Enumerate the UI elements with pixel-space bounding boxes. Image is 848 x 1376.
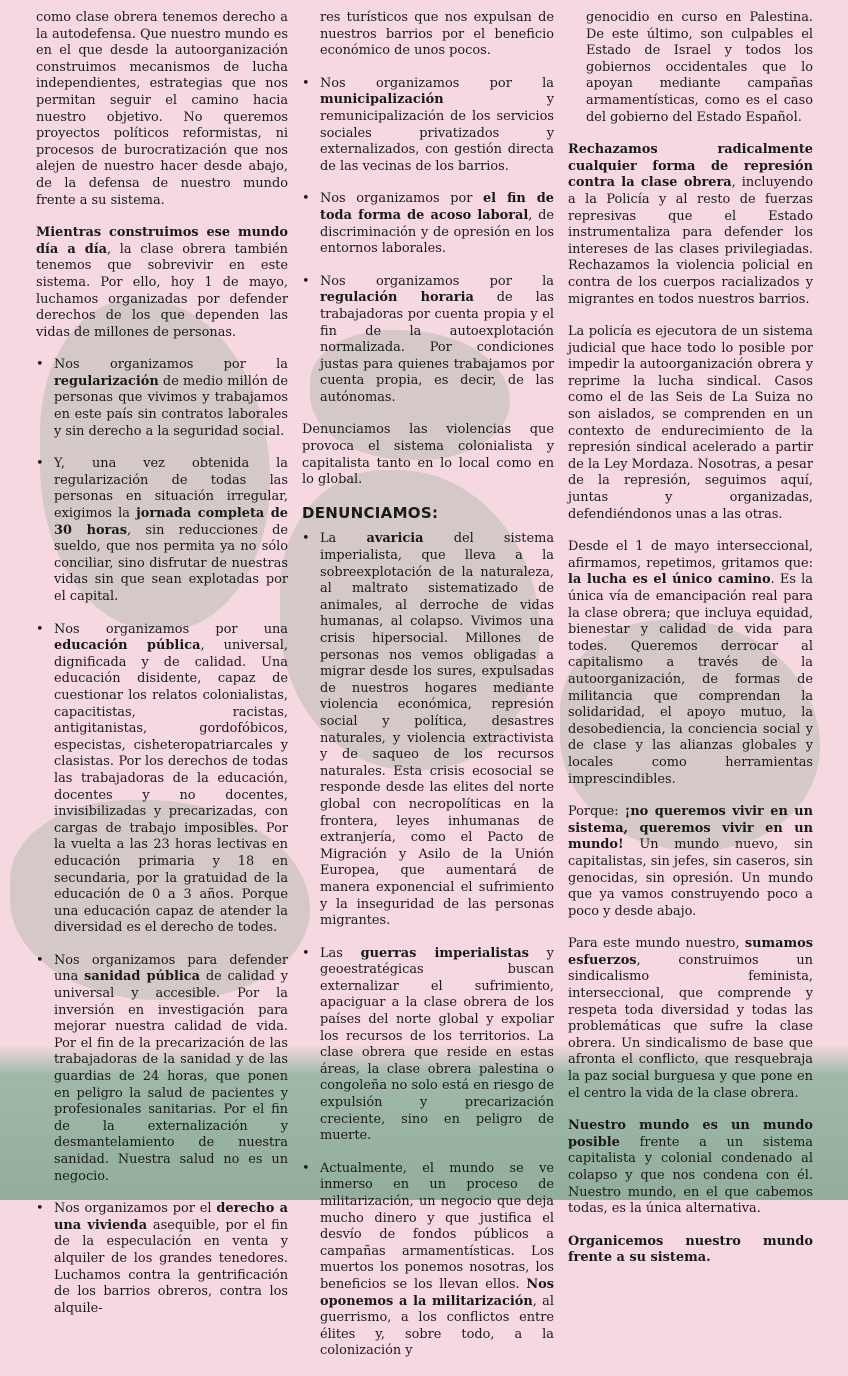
list-item-regulacion-horaria: • Nos organizamos por la regulación horaria de las trabajadoras por cuenta propia y el fin de la autoexplotación normalizada. Por condiciones justas para quienes trabajamos por cuenta propia, es decir, de las autónomas. [302, 274, 554, 407]
paragraph-autodefensa: como clase obrera tenemos derecho a la autodefensa. Que nuestro mundo es en el que desde la autoorganización construimos mecanismos de lucha independientes, estrategias que nos permitan seguir el camino hacia nuestro objetivo. No queremos proyectos políticos reformistas, ni procesos de burocratización que nos alejen de nuestro hacer desde abajo, de la defensa de nuestro mundo frente a su sistema. [36, 10, 288, 208]
paragraph-policia: La policía es ejecutora de un sistema judicial que hace todo lo posible por impedir la autoorganización obrera y reprime la lucha sindical. Casos como el de las Seis de La Suiza no son aislados, se comprenden en un contexto de endurecimiento de la represión sindical acelerado a partir de la Ley Mordaza. Nosotras, a pesar de la represión, seguimos aquí, juntas y organizadas, defendiéndonos unas a las otras. [568, 324, 813, 522]
paragraph-palestina-cont: genocidio en curso en Palestina. De este último, son culpables el Estado de Israel y todos los gobiernos occidentales que lo apoyan mediante campañas armamentísticas, como es el caso del gobierno del Estado Español. [586, 10, 813, 125]
list-item-guerras: • Las guerras imperialistas y geoestratégicas buscan externalizar el sufrimiento, apaciguar a la clase obrera de los países del norte global y expoliar los recursos de los territorios. La clase obrera que reside en estas áreas, la clase obrera palestina o congoleña no solo está en riesgo de expulsión y precarización creciente, sino en peligro de muerte. [302, 946, 554, 1145]
paragraph-desde-1-mayo: Desde el 1 de mayo interseccional, afirmamos, repetimos, gritamos que: la lucha es el único camino. Es la única vía de emancipación real para la clase obrera; que incluya equidad, bienestar y calidad de vida para todes. Queremos derrocar al capitalismo a través de la autoorganización, de formas de militancia que comprendan la solidaridad, el apoyo mutuo, la desobediencia, la conciencia social y de clase y las alianzas globales y locales como herramientas imprescindibles. [568, 539, 813, 787]
section-heading-denunciamos: DENUNCIAMOS: [302, 503, 439, 522]
paragraph-mundo-posible: Nuestro mundo es un mundo posible frente a un sistema capitalista y colonial condenado al colapso y que nos condena con él. Nuestro mundo, en el que cabemos todas, es la única alternativa. [568, 1118, 813, 1217]
list-item-municipalizacion: • Nos organizamos por la municipalización y remunicipalización de los servicios sociales privatizados y externalizados, con gestión directa de las vecinas de los barrios. [302, 76, 554, 176]
demands-list [36, 357, 288, 1317]
paragraph-denunciamos-intro: Denunciamos las violencias que provoca el sistema colonialista y capitalista tanto en lo local como en lo global. [302, 422, 554, 488]
list-item-vivienda: • Nos organizamos por el derecho a una vivienda asequible, por el fin de la especulación en venta y alquiler de los grandes tenedores. Luchamos contra la gentrificación de los barrios obreros, contra los alquile- [36, 1201, 288, 1317]
list-item-avaricia: • La avaricia del sistema imperialista, que lleva a la sobreexplotación de la naturaleza, al maltrato sistematizado de animales, al derroche de vidas humanas, al colapso. Vivimos una crisis hipersocial. Millones de personas nos vemos obligadas a migrar desde los sures, expulsadas de nuestros hogares mediante violencia económica, represión social y política, desastres naturales, y violencia extractivista y de saqueo de los recursos naturales. Esta crisis ecosocial se responde desde las elites del norte global con necropolíticas en la frontera, leyes inhumanas de extranjería, como el Pacto de Migración y Asilo de la Unión Europea, que aumentará de manera exponencial el sufrimiento y la inseguridad de las personas migrantes. [302, 531, 554, 929]
paragraph-mientras: Mientras construimos ese mundo día a día, la clase obrera también tenemos que sobrevivir en este sistema. Por ello, hoy 1 de mayo, luchamos organizadas por defender derechos de los que dependen las vidas de millones de personas. [36, 225, 288, 340]
list-item-regularizacion: • Nos organizamos por la regularización de medio millón de personas que vivimos y trabajamos en este país sin contratos laborales y sin derecho a la seguridad social. [36, 357, 288, 440]
list-item-militarizacion: • Actualmente, el mundo se ve inmerso en un proceso de militarización, un negocio que deja mucho dinero y que justifica el desvío de fondos públicos a campañas armamentísticas. Los muertos los ponemos nosotras, los beneficios se los llevan ellos. Nos oponemos a la militarización, al guerrismo, a los conflictos entre élites y, sobre todo, a la colonización y [302, 1161, 554, 1360]
list-item-educacion: • Nos organizamos por una educación pública, universal, dignificada y de calidad. Una educación disidente, capaz de cuestionar los relatos colonialistas, capacitistas, racistas, antigitanistas, gordofóbicos, especistas, cisheteropatriarcales y clasistas. Por los derechos de todas las trabajadoras de la educación, docentes y no docentes, invisibilizadas y precarizadas, con cargas de trabajo imposibles. Por la vuelta a las 23 horas lectivas en educación primaria y 18 en secundaria, por la gratuidad de la educación de 0 a 3 años. Porque una educación capaz de atender la diversidad es el derecho de todes. [36, 622, 288, 937]
list-item-sanidad: • Nos organizamos para defender una sanidad pública de calidad y universal y accesible. Por la inversión en investigación para mejorar nuestra calidad de vida. Por el fin de la precarización de las trabajadoras de la sanidad y de las guardias de 24 horas, que ponen en peligro la salud de pacientes y profesionales sanitarias. Por el fin de la externalización y desmantelamiento de nuestra sanidad. Nuestra salud no es un negocio. [36, 953, 288, 1185]
list-item-acoso-laboral: • Nos organizamos por el fin de toda forma de acoso laboral, de discriminación y de opresión en los entornos laborales. [302, 191, 554, 257]
demands-list-continued [302, 76, 554, 407]
paragraph-closing: Organicemos nuestro mundo frente a su sistema. [568, 1233, 813, 1266]
list-item-jornada: • Y, una vez obtenida la regularización de todas las personas en situación irregular, exigimos la jornada completa de 30 horas, sin reducciones de sueldo, que nos permita ya no sólo conciliar, sino disfrutar de nuestras vidas sin que sean explotadas por el capital. [36, 456, 288, 605]
column-middle [302, 10, 554, 1376]
paragraph-alquileres-cont: res turísticos que nos expulsan de nuestros barrios por el beneficio económico de unos pocos. [320, 10, 554, 59]
paragraph-rechazamos: Rechazamos radicalmente cualquier forma de represión contra la clase obrera, incluyendo a la Policía y al resto de fuerzas represivas que el Estado instrumentaliza para defender los intereses de las clases privilegiadas. Rechazamos la violencia policial en contra de los cuerpos racializados y migrantes en todos nuestros barrios. [568, 142, 813, 307]
column-right [568, 10, 813, 1283]
paragraph-porque: Porque: ¡no queremos vivir en un sistema, queremos vivir en un mundo! Un mundo nuevo, sin capitalistas, sin jefes, sin caseros, sin genocidas, sin opresión. Un mundo que ya vamos construyendo poco a poco y desde abajo. [568, 804, 813, 919]
denuncias-list [302, 531, 554, 1360]
paragraph-sumamos-esfuerzos: Para este mundo nuestro, sumamos esfuerzos, construimos un sindicalismo feminista, interseccional, que comprende y respeta toda diversidad y todas las problemáticas que sufre la clase obrera. Un sindicalismo de base que afronta el conflicto, que resquebraja la paz social burguesa y que pone en el centro la vida de la clase obrera. [568, 936, 813, 1101]
column-left [36, 10, 288, 1333]
